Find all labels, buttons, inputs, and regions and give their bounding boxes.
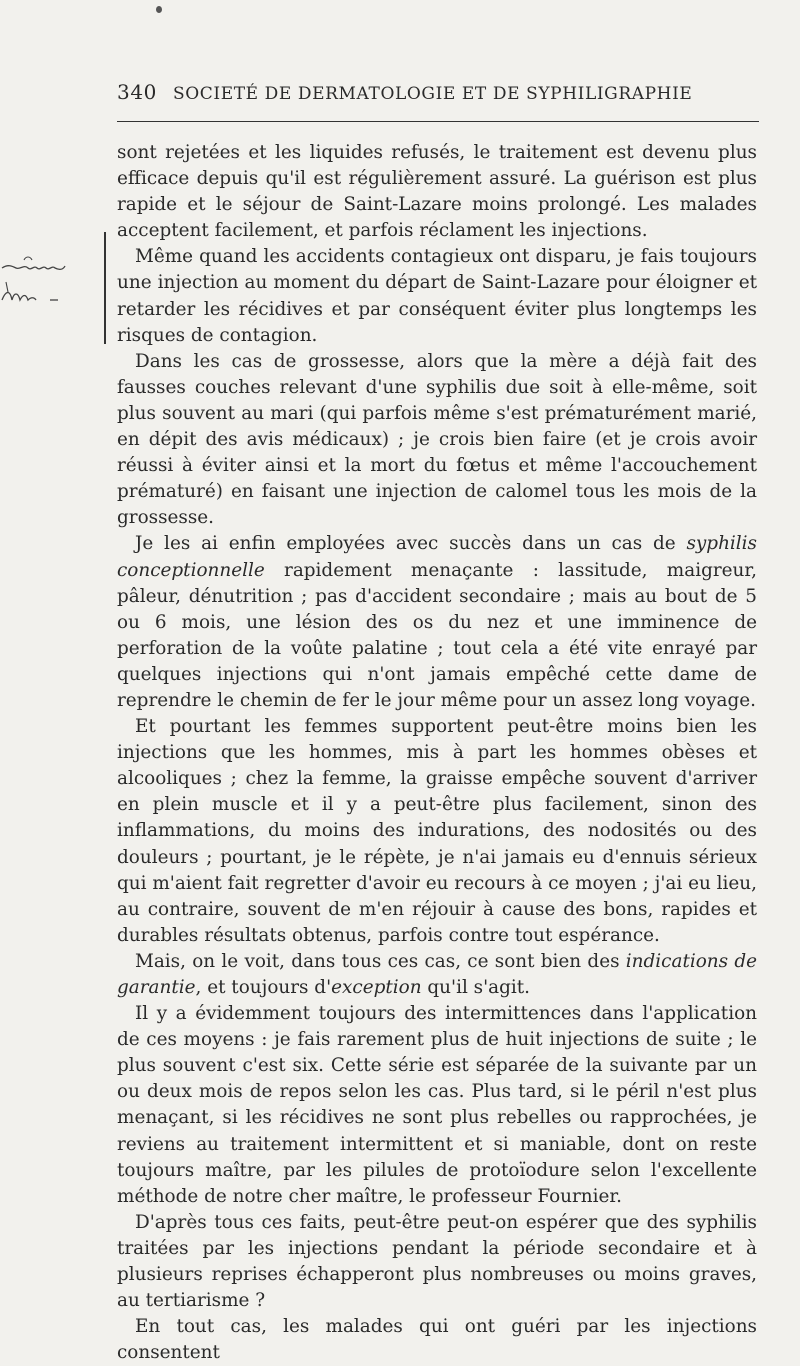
- paragraph-6-text-c: qu'il s'agit.: [421, 977, 531, 998]
- running-header: [117, 80, 757, 104]
- header-rule: [117, 121, 759, 122]
- article-body: [117, 140, 757, 1366]
- page-number: 340: [117, 80, 157, 104]
- running-title: SOCIETÉ DE DERMATOLOGIE ET DE SYPHILIGRAPHIE: [173, 84, 693, 104]
- paragraph-7: Il y a évidemment toujours des intermittences dans l'application de ces moyens : je fais rarement plus de huit injections de suite ; le plus souvent c'est six. Cette série est séparée de la suivante par un ou deux mois de repos selon les cas. Plus tard, si le péril n'est plus menaçant, si les récidives ne sont plus rebelles ou rapprochées, je reviens au traitement intermittent et si maniable, dont on reste toujours maître, par les pilules de protoïodure selon l'excellente méthode de notre cher maître, le professeur Fournier.: [117, 1003, 757, 1207]
- ink-speck: [156, 6, 162, 13]
- paragraph-8: D'après tous ces faits, peut-être peut-on espérer que des syphilis traitées par les injections pendant la période secondaire et à plusieurs reprises échapperont plus nombreuses ou moins graves, au tertiarisme ?: [117, 1211, 757, 1312]
- paragraph-4-text-b: rapidement menaçante : lassitude, maigreur, pâleur, dénutrition ; pas d'accident secondaire ; mais au bout de 5 ou 6 mois, une lésion des os du nez et une imminence de perforation de la voûte palatine ; tout cela a été vite enrayé par quelques injections qui n'ont jamais empêché cette dame de reprendre le chemin de fer le jour même pour un assez long voyage.: [117, 559, 757, 711]
- term-syphilis-conceptionnelle: syphilis conceptionnelle: [117, 533, 757, 581]
- paragraph-4: [117, 531, 757, 714]
- paragraph-2: Même quand les accidents contagieux ont disparu, je fais toujours une injection au moment du départ de Saint-Lazare pour éloigner et retarder les récidives et par conséquent éviter plus longtemps les risques de contagion.: [117, 246, 757, 346]
- paragraph-4-text-a: Je les ai enfin employées avec succès dans un cas de: [135, 533, 687, 555]
- term-exception: exception: [331, 977, 422, 998]
- term-indications-de-garantie: indications de garantie: [117, 950, 757, 998]
- paragraph-6-text-a: Mais, on le voit, dans tous ces cas, ce sont bien des: [135, 950, 626, 972]
- handwritten-margin-note: [0, 254, 70, 314]
- paragraph-9: En tout cas, les malades qui ont guéri par les injections consentent: [117, 1316, 757, 1364]
- paragraph-5: Et pourtant les femmes supportent peut-être moins bien les injections que les hommes, mis à part les hommes obèses et alcooliques ; chez la femme, la graisse empêche souvent d'arriver en plein muscle et il y a peut-être plus facilement, sinon des inflammations, du moins des indurations, des nodosités ou des douleurs ; pourtant, je le répète, je n'ai jamais eu d'ennuis sérieux qui m'aient fait regretter d'avoir eu recours à ce moyen ; j'ai eu lieu, au contraire, souvent de m'en réjouir à cause des bons, rapides et durables résultats obtenus, parfois contre tout espérance.: [117, 716, 757, 946]
- paragraph-3: Dans les cas de grossesse, alors que la mère a déjà fait des fausses couches relevant d'une syphilis due soit à elle-même, soit plus souvent au mari (qui parfois même s'est prématurément marié, en dépit des avis médicaux) ; je crois bien faire (et je crois avoir réussi à éviter ainsi et la mort du fœtus et même l'accouchement prématuré) en faisant une injection de calomel tous les mois de la grossesse.: [117, 350, 757, 529]
- paragraph-1: sont rejetées et les liquides refusés, le traitement est devenu plus efficace depuis qu'il est régulièrement assuré. La guérison est plus rapide et le séjour de Saint-Lazare moins prolongé. Les malades acceptent facilement, et parfois réclament les injections.: [117, 142, 757, 242]
- margin-mark-bar: [104, 232, 106, 344]
- paragraph-6-text-b: , et toujours d': [195, 977, 332, 998]
- paragraph-6: [117, 949, 757, 1001]
